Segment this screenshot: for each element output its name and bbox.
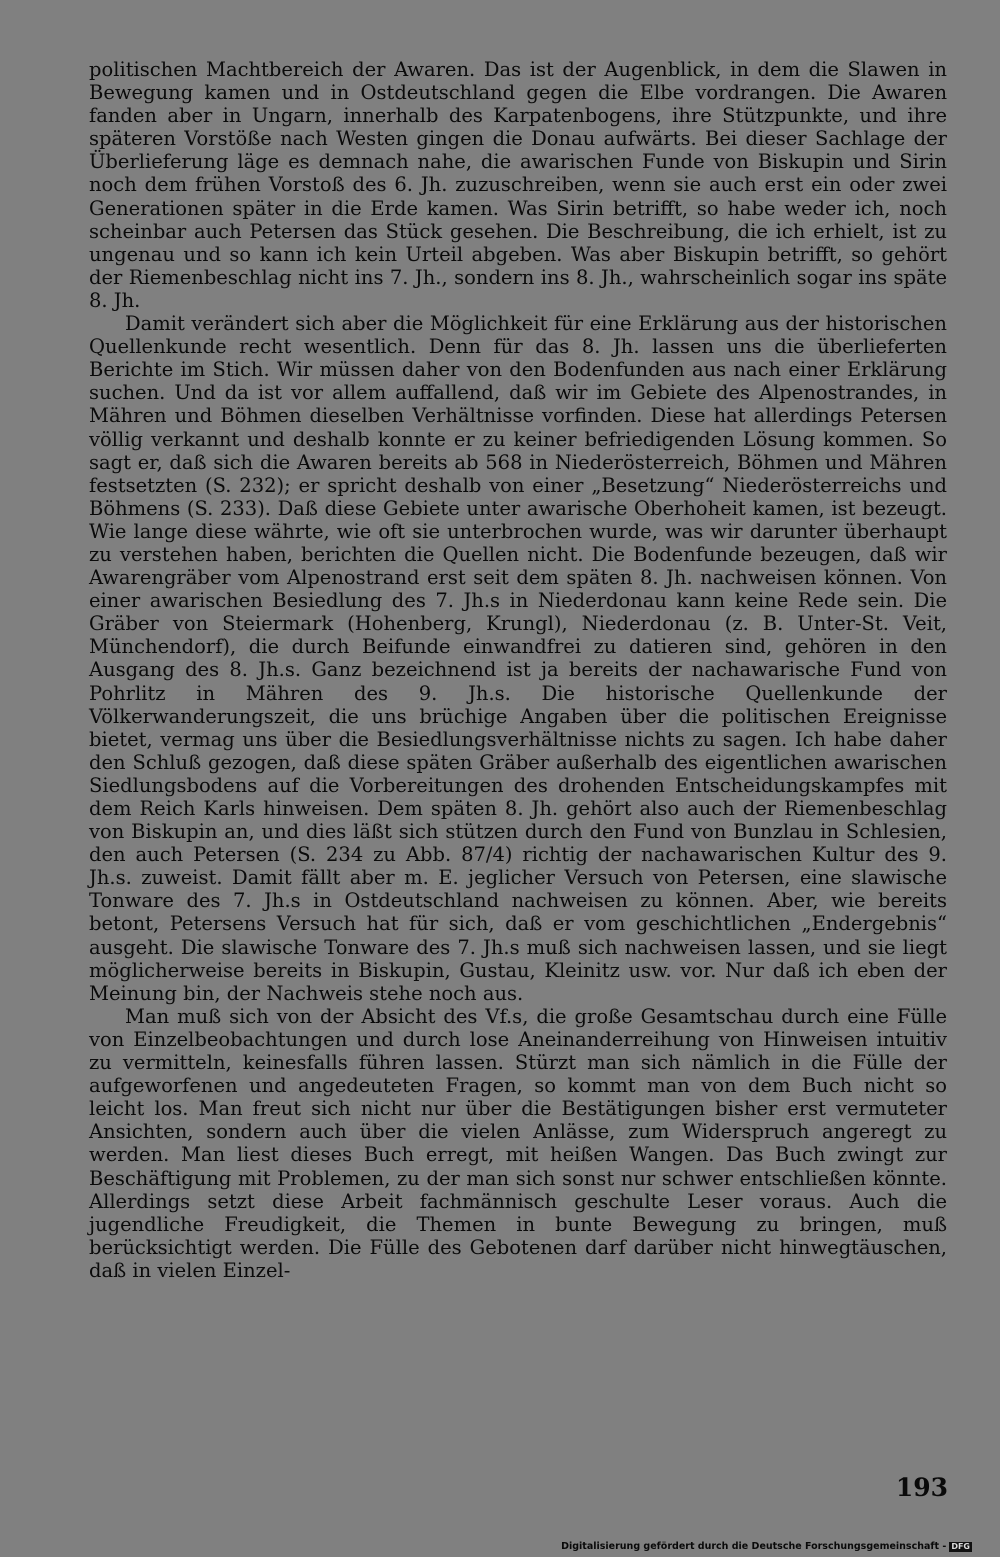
paragraph-3: Man muß sich von der Absicht des Vf.s, die große Gesamtschau durch eine Fülle von Einzelbeobachtungen und durch lose Aneinanderreihung von Hinweisen intuitiv zu vermitteln, keinesfalls führen lassen. Stürzt man sich nämlich in die Fülle der aufgeworfenen und angedeuteten Fragen, so kommt man von dem Buch nicht so leicht los. Man freut sich nicht nur über die Bestätigungen bisher erst vermuteter Ansichten, sondern auch über die vielen Anlässe, zum Widerspruch angeregt zu werden. Man liest dieses Buch erregt, mit heißen Wangen. Das Buch zwingt zur Beschäftigung mit Problemen, zu der man sich sonst nur schwer entschließen könnte. Allerdings setzt diese Arbeit fachmännisch geschulte Leser voraus. Auch die jugendliche Freudigkeit, die Themen in bunte Bewegung zu bringen, muß berücksichtigt werden. Die Fülle des Gebotenen darf darüber nicht hinwegtäuschen, daß in vielen Einzel- <box>89 1004 947 1282</box>
paragraph-1: politischen Machtbereich der Awaren. Das ist der Augenblick, in dem die Slawen in Bewegung kamen und in Ostdeutschland gegen die Elbe vordrangen. Die Awaren fanden aber in Ungarn, innerhalb des Karpatenbogens, ihre Stützpunkte, und ihre späteren Vorstöße nach Westen gingen die Donau aufwärts. Bei dieser Sachlage der Überlieferung läge es demnach nahe, die awarischen Funde von Biskupin und Sirin noch dem frühen Vorstoß des 6. Jh. zuzuschreiben, wenn sie auch erst ein oder zwei Generationen später in die Erde kamen. Was Sirin betrifft, so habe weder ich, noch scheinbar auch Petersen das Stück gesehen. Die Beschreibung, die ich erhielt, ist zu ungenau und so kann ich kein Urteil abgeben. Was aber Biskupin betrifft, so gehört der Riemenbeschlag nicht ins 7. Jh., sondern ins 8. Jh., wahrscheinlich sogar ins späte 8. Jh. <box>89 58 947 312</box>
dfg-logo-icon: DFG <box>951 1541 970 1551</box>
paragraph-2: Damit verändert sich aber die Möglichkeit für eine Erklärung aus der historischen Quellenkunde recht wesentlich. Denn für das 8. Jh. lassen uns die überlieferten Berichte im Stich. Wir müssen daher von den Bodenfunden aus nach einer Erklärung suchen. Und da ist vor allem auffallend, daß wir im Gebiete des Alpenostrandes, in Mähren und Böhmen dieselben Verhältnisse vorfinden. Diese hat allerdings Petersen völlig verkannt und deshalb konnte er zu keiner befriedigenden Lösung kommen. So sagt er, daß sich die Awaren bereits ab 568 in Niederösterreich, Böhmen und Mähren festsetzten (S. 232); er spricht deshalb von einer „Besetzung“ Niederösterreichs und Böhmens (S. 233). Daß diese Gebiete unter awarische Oberhoheit kamen, ist bezeugt. Wie lange diese währte, wie oft sie unterbrochen wurde, was wir darunter überhaupt zu verstehen haben, berichten die Quellen nicht. Die Bodenfunde bezeugen, daß wir Awarengräber vom Alpenostrand erst seit dem späten 8. Jh. nachweisen können. Von einer awarischen Besiedlung des 7. Jh.s in Niederdonau kann keine Rede sein. Die Gräber von Steiermark (Hohenberg, Krungl), Niederdonau (z. B. Unter-St. Veit, Münchendorf), die durch Beifunde einwandfrei zu datieren sind, gehören in den Ausgang des 8. Jh.s. Ganz bezeichnend ist ja bereits der nachawarische Fund von Pohrlitz in Mähren des 9. Jh.s. Die historische Quellenkunde der Völkerwanderungszeit, die uns brüchige Angaben über die politischen Ereignisse bietet, vermag uns über die Besiedlungsverhältnisse nichts zu sagen. Ich habe daher den Schluß gezogen, daß diese späten Gräber außerhalb des eigentlichen awarischen Siedlungsbodens auf die Vorbereitungen des drohenden Entscheidungskampfes mit dem Reich Karls hinweisen. Dem späten 8. Jh. gehört also auch der Riemenbeschlag von Biskupin an, und dies läßt sich stützen durch den Fund von Bunzlau in Schlesien, den auch Petersen (S. 234 zu Abb. 87/4) richtig der nachawarischen Kultur des 9. Jh.s. zuweist. Damit fällt aber m. E. jeglicher Versuch von Petersen, eine slawische Tonware des 7. Jh.s in Ostdeutschland nachweisen zu können. Aber, wie bereits betont, Petersens Versuch hat für sich, daß er vom geschichtlichen „Endergebnis“ ausgeht. Die slawische Tonware des 7. Jh.s muß sich nachweisen lassen, und sie liegt möglicherweise bereits in Biskupin, Gustau, Kleinitz usw. vor. Nur daß ich eben der Meinung bin, der Nachweis stehe noch aus. <box>89 312 947 1005</box>
footer-credit <box>561 1541 972 1552</box>
footer-text: Digitalisierung gefördert durch die Deutsche Forschungsgemeinschaft - <box>561 1541 947 1552</box>
body-text <box>89 58 947 1282</box>
page-number: 193 <box>895 1473 948 1502</box>
